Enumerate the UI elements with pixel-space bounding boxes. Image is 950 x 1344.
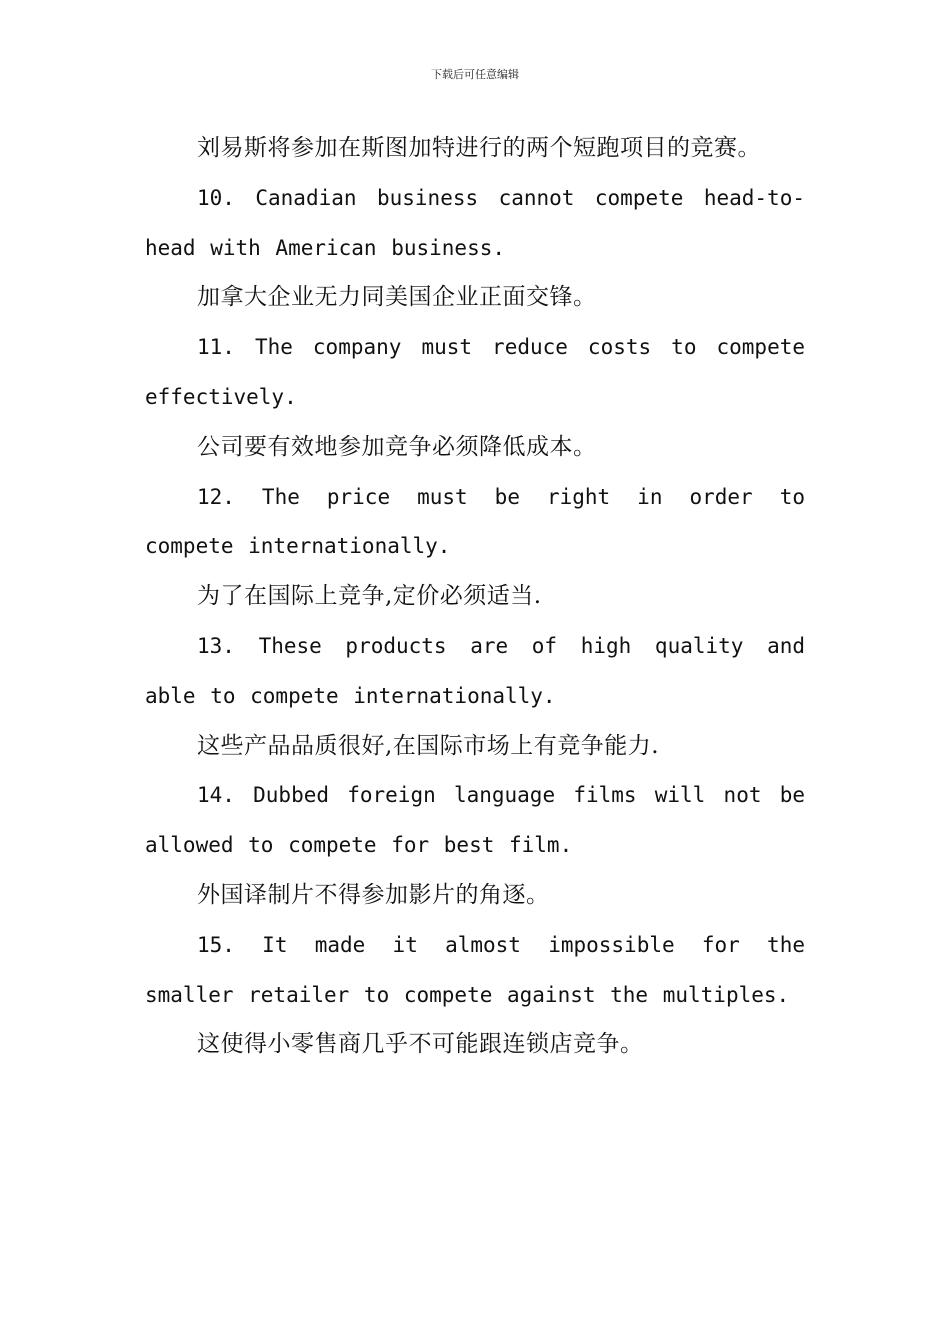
paragraph-translation-10: 加拿大企业无力同美国企业正面交锋。 bbox=[197, 284, 597, 311]
paragraph-translation-9: 刘易斯将参加在斯图加特进行的两个短跑项目的竞赛。 bbox=[197, 135, 761, 161]
paragraph-translation-12: 为了在国际上竞争,定价必须适当. bbox=[197, 583, 542, 610]
paragraph-translation-14: 外国译制片不得参加影片的角逐。 bbox=[197, 881, 550, 908]
paragraph-example-10: 10. Canadian business cannot compete head-to-head with American business. bbox=[145, 185, 805, 260]
paragraph-example-13: 13. These products are of high quality and able to compete internationally. bbox=[145, 633, 805, 708]
paragraph-translation-11: 公司要有效地参加竞争必须降低成本。 bbox=[197, 433, 597, 460]
paragraph-translation-15: 这使得小零售商几乎不可能跟连锁店竞争。 bbox=[197, 1031, 644, 1058]
paragraph-example-15: 15. It made it almost impossible for the smaller retailer to compete against the multiples. bbox=[145, 932, 805, 1007]
page-header: 下载后可任意编辑 bbox=[431, 68, 519, 81]
paragraph-example-11: 11. The company must reduce costs to compete effectively. bbox=[145, 335, 805, 409]
paragraph-example-14: 14. Dubbed foreign language films will not be allowed to compete for best film. bbox=[145, 783, 805, 858]
document-body bbox=[145, 124, 805, 1070]
paragraph-translation-13: 这些产品品质很好,在国际市场上有竞争能力. bbox=[197, 732, 660, 759]
paragraph-example-12: 12. The price must be right in order to compete internationally. bbox=[145, 484, 805, 559]
